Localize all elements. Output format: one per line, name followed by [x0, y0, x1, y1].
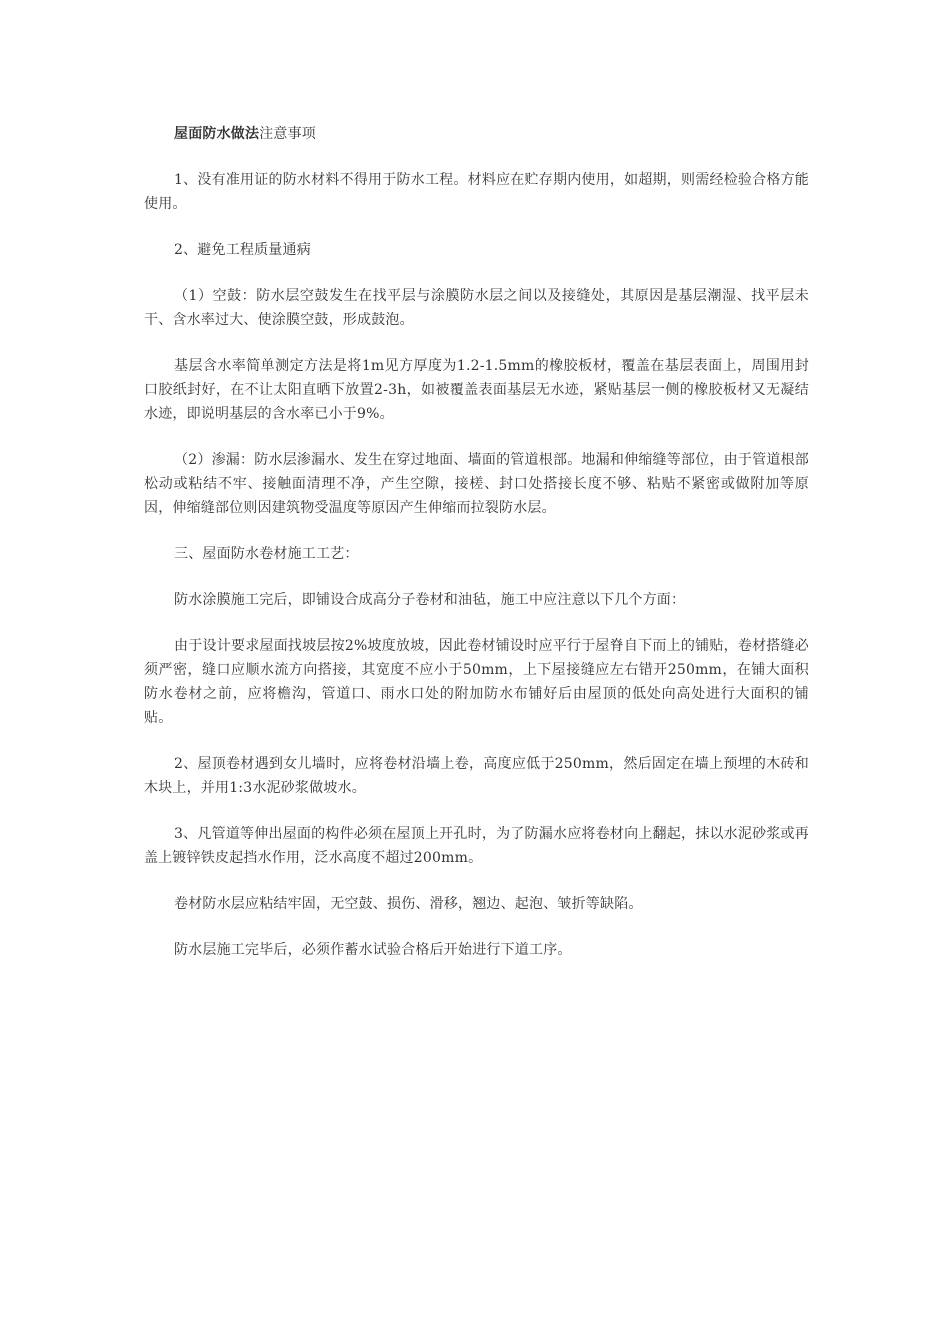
paragraph-6: 三、屋面防水卷材施工工艺： — [174, 546, 359, 562]
paragraph-11: 卷材防水层应粘结牢固，无空鼓、损伤、滑移，翘边、起泡、皱折等缺陷。 — [174, 896, 643, 912]
document-body — [144, 122, 809, 984]
paragraph-10: 3、凡管道等伸出屋面的构件必须在屋顶上开孔时，为了防漏水应将卷材向上翻起，抹以水泥砂浆或再盖上镀锌铁皮起挡水作用，泛水高度不超过200mm。 — [144, 826, 809, 866]
document-title — [144, 122, 809, 146]
paragraph-5: （2）渗漏：防水层渗漏水、发生在穿过地面、墙面的管道根部。地漏和伸缩缝等部位，由于管道根部松动或粘结不牢、接触面清理不净，产生空隙，接槎、封口处搭接长度不够、粘贴不紧密或做附加等原因，伸缩缝部位则因建筑物受温度等原因产生伸缩而拉裂防水层。 — [144, 452, 809, 516]
paragraph-7: 防水涂膜施工完后，即铺设合成高分子卷材和油毡，施工中应注意以下几个方面： — [174, 592, 686, 608]
paragraph-9: 2、屋顶卷材遇到女儿墙时，应将卷材沿墙上卷，高度应低于250mm，然后固定在墙上预埋的木砖和木块上，并用1:3水泥砂浆做坡水。 — [144, 756, 809, 796]
paragraph-12: 防水层施工完毕后，必须作蓄水试验合格后开始进行下道工序。 — [174, 942, 572, 958]
paragraph-4: 基层含水率简单测定方法是将1m见方厚度为1.2-1.5mm的橡胶板材，覆盖在基层表面上，周围用封口胶纸封好，在不让太阳直晒下放置2-3h，如被覆盖表面基层无水迹，紧贴基层一侧的橡胶板材又无凝结水迹，即说明基层的含水率已小于9%。 — [144, 358, 809, 422]
title-bold: 屋面防水做法 — [174, 126, 260, 142]
paragraph-2: 2、避免工程质量通病 — [174, 242, 311, 258]
paragraph-1: 1、没有准用证的防水材料不得用于防水工程。材料应在贮存期内使用，如超期，则需经检验合格方能使用。 — [144, 172, 809, 212]
paragraph-3: （1）空鼓：防水层空鼓发生在找平层与涂膜防水层之间以及接缝处，其原因是基层潮湿、找平层未干、含水率过大、使涂膜空鼓，形成鼓泡。 — [144, 288, 809, 328]
paragraph-8: 由于设计要求屋面找坡层按2%坡度放坡，因此卷材铺设时应平行于屋脊自下而上的铺贴，卷材搭缝必须严密，缝口应顺水流方向搭接，其宽度不应小于50mm，上下屋接缝应左右错开250mm，在铺大面积防水卷材之前，应将檐沟，管道口、雨水口处的附加防水布铺好后由屋顶的低处向高处进行大面积的铺贴。 — [144, 638, 809, 726]
title-rest: 注意事项 — [259, 126, 317, 142]
